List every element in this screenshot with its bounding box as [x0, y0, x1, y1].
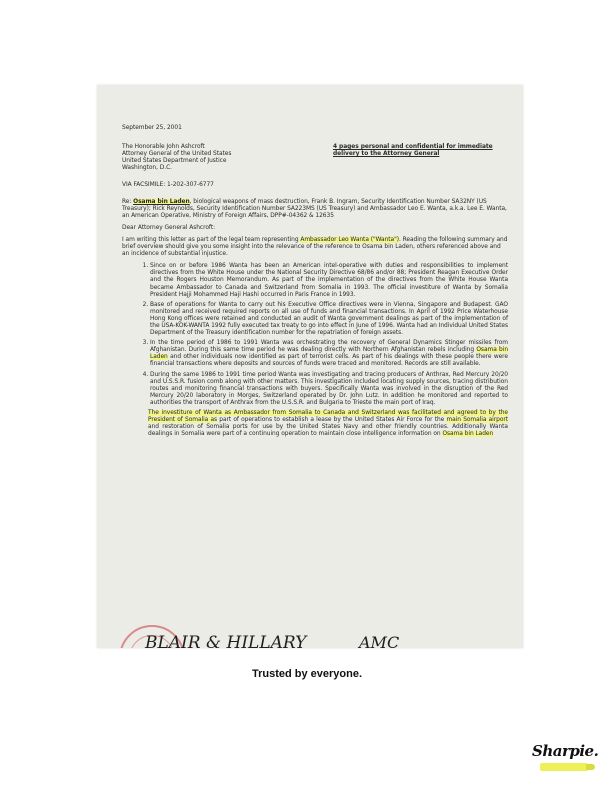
- highlighted-text: Ambassador Leo Wanta ("Wanta"): [300, 236, 399, 243]
- addressee-line: The Honorable John Ashcroft: [122, 144, 205, 151]
- fax-line: VIA FACSIMILE: 1-202-307-6777: [122, 182, 214, 189]
- highlighted-text: Osama bin Laden: [133, 198, 190, 205]
- letter-body: [122, 125, 508, 443]
- tagline: Trusted by everyone.: [251, 668, 363, 680]
- intro-paragraph: [122, 237, 508, 258]
- re-prefix: Re:: [122, 198, 132, 205]
- sharpie-logo: Sharpie.: [532, 742, 599, 760]
- highlighted-text: The investiture of Wanta as Ambassador from Somalia to Canada and Switzerland was facilitated and agreed to by the President of Somalia as: [148, 410, 508, 424]
- closing-text: and restoration of Somalia ports for use by the United States Navy and other friendly countries. Additionally Wanta dealings in Somalia were part of a continuing operation to maintain close intelligence information on: [148, 424, 508, 438]
- re-text: , biological weapons of mass destruction, Frank B. Ingram, Security Identification Number SA32NY (US Treasury); Rick Reynolds, Security Identification Number SA223MS (US Treasury) and Ambassador Leo E. Wanta, a.k.a. Lee E. Wanta, an American Operative, Ministry of Foreign Affairs, DPP#-04362 & 12635: [122, 198, 507, 219]
- item-text: and other individuals now identified as part of terrorist cells. As part of his dealings with these people there were financial transactions where deposits and sources of funds were traced and monitored. Records are still available.: [150, 354, 508, 368]
- addressee: [122, 144, 272, 172]
- highlighted-text: main Somalia airport: [446, 417, 509, 424]
- list-item: 2. Base of operations for Wanta to carry out his Executive Office directives were in Vienna, Singapore and Budapest. GAO monitored and received required reports on all use of funds and financial transactions. In April of 1992 Price Waterhouse Hong Kong offices were retained and conducted an audit of Wanta government dealings as part of the implementation of the USA-KOK-WANTA 1992 fully executed tax treaty to go into effect in June of 1996. Wanta had an Individual United States Department of the Treasury identification number for the repatriation of foreign assets.: [150, 302, 508, 337]
- intro-text: . Reading the following summary and brief overview should give you some insight into the relevance of the reference to Osama bin Laden, others referenced above and an incidence of substantial injustice.: [122, 236, 508, 258]
- letter-date: September 25, 2001: [122, 125, 182, 131]
- scanned-letter: [97, 85, 523, 648]
- addressee-line: Attorney General of the United States: [122, 151, 232, 158]
- list-item: [150, 340, 508, 368]
- address-block: [122, 144, 508, 172]
- signature-2: AMC: [359, 633, 400, 648]
- re-line: [122, 199, 508, 220]
- closing-paragraph: [122, 410, 508, 438]
- closing-text: part of operations to establish a lease by the United States Air Force for the: [219, 417, 445, 424]
- confidential-notice: 4 pages personal and confidential for immediate delivery to the Attorney General: [333, 144, 493, 158]
- highlighted-text: Osama bin Laden: [150, 347, 509, 361]
- list-item: 4. During the same 1986 to 1991 time period Wanta was investigating and tracing producers of Anthrax, Red Mercury 20/20 and U.S.S.R. fusion comb along with other matters. This investigation included locating supply sources, tracing distribution routes and monitoring financial transactions with buyers. Specifically Wanta was involved in the disruption of the Red Mercury 20/20 laboratory in Morges, Switzerland operated by Dr. John Lutz. In addition he monitored and reported to authorities the transport of Anthrax from the U.S.S.R. and Bulgaria to Trieste the main port of Iraq.: [150, 372, 508, 407]
- highlighted-text: Osama bin Laden: [442, 431, 494, 438]
- signature-1: BLAIR & HILLARY: [145, 633, 307, 648]
- addressee-line: Washington, D.C.: [122, 165, 172, 172]
- salutation: Dear Attorney General Ashcroft:: [122, 224, 216, 231]
- highlighter-marker-icon: [540, 762, 596, 772]
- addressee-line: United States Department of Justice: [122, 158, 227, 165]
- intro-text: I am writing this letter as part of the legal team representing: [122, 236, 299, 243]
- list-item: 1. Since on or before 1986 Wanta has been an American intel-operative with duties and responsibilities to implement directives from the White House under the National Security Directive 68/86 and/or 88; President Reagan Executive Order and the Rogers Houston Memorandum. As part of the implementation of the directives from the White House Wanta became Ambassador to Canada and Switzerland from Somalia in 1993. The official investiture of Wanta by Somalia President Hajji Mohammed Haji Hashi occurred in Paris France in 1993.: [150, 263, 508, 298]
- numbered-list: [122, 263, 508, 407]
- item-text: In the time period of 1986 to 1991 Wanta was orchestrating the recovery of General Dynamics Stinger missiles from Afghanistan. During this same time period he was dealing directly with Northern Afghanistan rebels including: [150, 340, 508, 354]
